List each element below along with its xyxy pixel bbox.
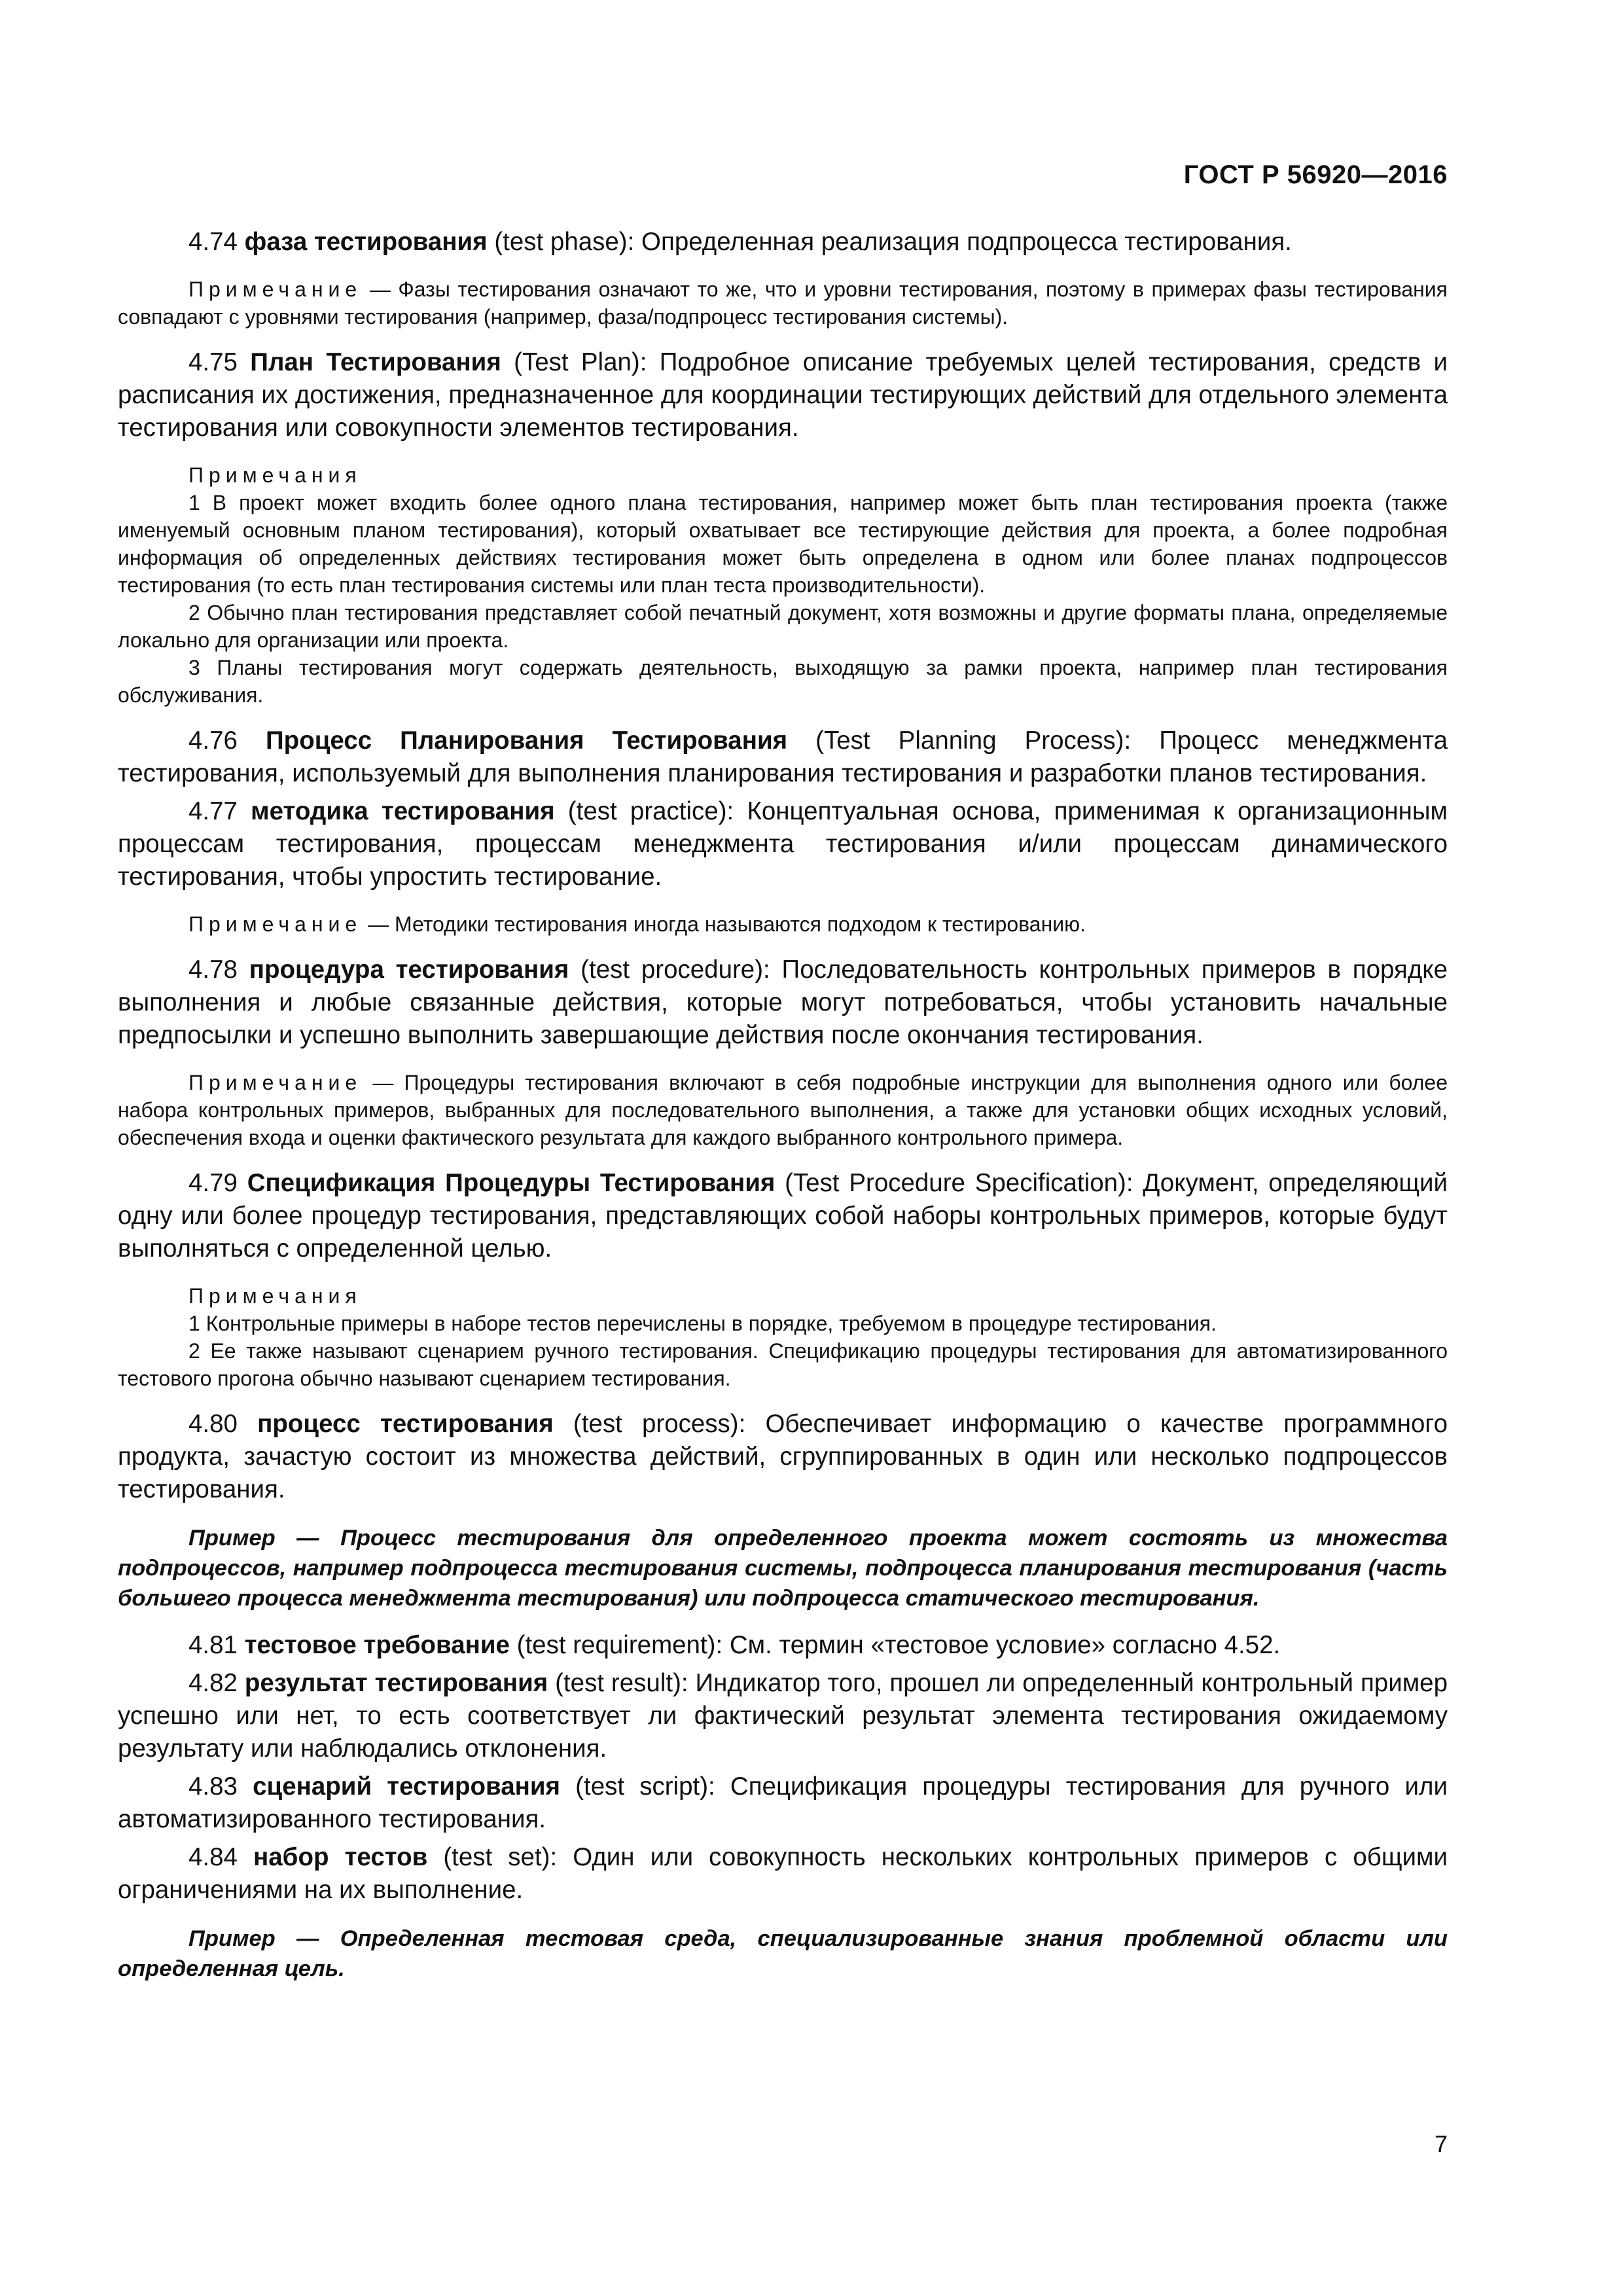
example-4-80: Пример — Процесс тестирования для определенного проекта может состоять из множества подпроцессов, например подпроцесса тестирования системы, подпроцесса планирования тестирования (часть большего процесса менеджмента тестирования) или подпроцесса статического тестирования. — [118, 1526, 1448, 1611]
term-title: результат тестирования — [244, 1669, 548, 1697]
term-4-83: 4.83 сценарий тестирования (test script): Спецификация процедуры тестирования для ручного или автоматизированного тестирования. — [118, 1772, 1448, 1833]
term-4-81: 4.81 тестовое требование (test requirement): См. термин «тестовое условие» согласно 4.52. — [188, 1631, 1281, 1659]
note-item: 2 Обычно план тестирования представляет собой печатный документ, хотя возможны и другие форматы плана, определяемые локально для организации или проекта. — [118, 601, 1448, 652]
term-title: План Тестирования — [250, 348, 501, 376]
term-title: фаза тестирования — [244, 228, 488, 256]
term-4-75: 4.75 План Тестирования (Test Plan): Подробное описание требуемых целей тестирования, средств и расписания их достижения, предназначенное для координации тестирующих действий для отдельного элемента тестирования или совокупности элементов тестирования. — [118, 348, 1448, 442]
document-content — [118, 226, 1448, 1984]
term-4-80: 4.80 процесс тестирования (test process): Обеспечивает информацию о качестве программного продукта, зачастую состоит из множества действий, сгруппированных в один или несколько подпроцессов тестирования. — [118, 1410, 1448, 1503]
term-title: Процесс Планирования Тестирования — [266, 726, 788, 755]
term-4-84: 4.84 набор тестов (test set): Один или совокупность нескольких контрольных примеров с общими ограничениями на их выполнение. — [118, 1843, 1448, 1904]
term-title: Спецификация Процедуры Тестирования — [247, 1169, 776, 1197]
note-item: 3 Планы тестирования могут содержать деятельность, выходящую за рамки проекта, например план тестирования обслуживания. — [118, 656, 1448, 707]
term-4-78: 4.78 процедура тестирования (test procedure): Последовательность контрольных примеров в порядке выполнения и любые связанные действия, которые могут потребоваться, чтобы установить начальные предпосылки и успешно выполнить завершающие действия после окончания тестирования. — [118, 956, 1448, 1049]
note-item: 2 Ее также называют сценарием ручного тестирования. Спецификацию процедуры тестирования для автоматизированного тестового прогона обычно называют сценарием тестирования. — [118, 1339, 1448, 1390]
notes-heading: Примечания — [188, 1284, 362, 1308]
term-4-82: 4.82 результат тестирования (test result): Индикатор того, прошел ли определенный контрольный пример успешно или нет, то есть соответствует ли фактический результат элемента тестирования ожидаемому результату или наблюдались отклонения. — [118, 1669, 1448, 1763]
term-title: набор тестов — [253, 1843, 428, 1871]
term-title: методика тестирования — [251, 797, 555, 825]
notes-heading: Примечания — [188, 463, 362, 487]
term-title: тестовое требование — [244, 1631, 510, 1659]
term-title: сценарий тестирования — [253, 1772, 560, 1801]
term-4-74: 4.74 фаза тестирования (test phase): Определенная реализация подпроцесса тестирования. — [188, 228, 1292, 256]
standard-header: ГОСТ Р 56920—2016 — [1183, 160, 1448, 189]
note-4-77: Примечание — Методики тестирования иногда называются подходом к тестированию. — [188, 912, 1086, 936]
note-4-74: Примечание — Фазы тестирования означают то же, что и уровни тестирования, поэтому в примерах фазы тестирования совпадают с уровнями тестирования (например, фаза/подпроцесс тестирования системы). — [118, 278, 1448, 329]
page-number: 7 — [1434, 2130, 1448, 2157]
term-title: процесс тестирования — [257, 1410, 554, 1438]
term-4-79: 4.79 Спецификация Процедуры Тестирования (Test Procedure Specification): Документ, определяющий одну или более процедур тестирования, представляющих собой наборы контрольных примеров, которые будут выполняться с определенной целью. — [118, 1169, 1448, 1263]
note-item: 1 Контрольные примеры в наборе тестов перечислены в порядке, требуемом в процедуре тестирования. — [188, 1312, 1217, 1335]
note-item: 1 В проект может входить более одного плана тестирования, например может быть план тестирования проекта (также именуемый основным планом тестирования), который охватывает все тестирующие действия для проекта, а более подробная информация об определенных действиях тестирования может быть определена в одном или более планах подпроцессов тестирования (то есть план тестирования системы или план теста производительности). — [118, 491, 1448, 597]
example-4-84: Пример — Определенная тестовая среда, специализированные знания проблемной области или определенная цель. — [118, 1926, 1448, 1981]
term-title: процедура тестирования — [249, 956, 569, 984]
note-4-78: Примечание — Процедуры тестирования включают в себя подробные инструкции для выполнения одного или более набора контрольных примеров, выбранных для последовательного выполнения, а также для установки общих исходных условий, обеспечения входа и оценки фактического результата для каждого выбранного контрольного примера. — [118, 1071, 1448, 1149]
term-4-77: 4.77 методика тестирования (test practice): Концептуальная основа, применимая к организационным процессам тестирования, процессам менеджмента тестирования и/или процессам динамического тестирования, чтобы упростить тестирование. — [118, 797, 1448, 891]
term-4-76: 4.76 Процесс Планирования Тестирования (Test Planning Process): Процесс менеджмента тестирования, используемый для выполнения планирования тестирования и разработки планов тестирования. — [118, 726, 1448, 787]
